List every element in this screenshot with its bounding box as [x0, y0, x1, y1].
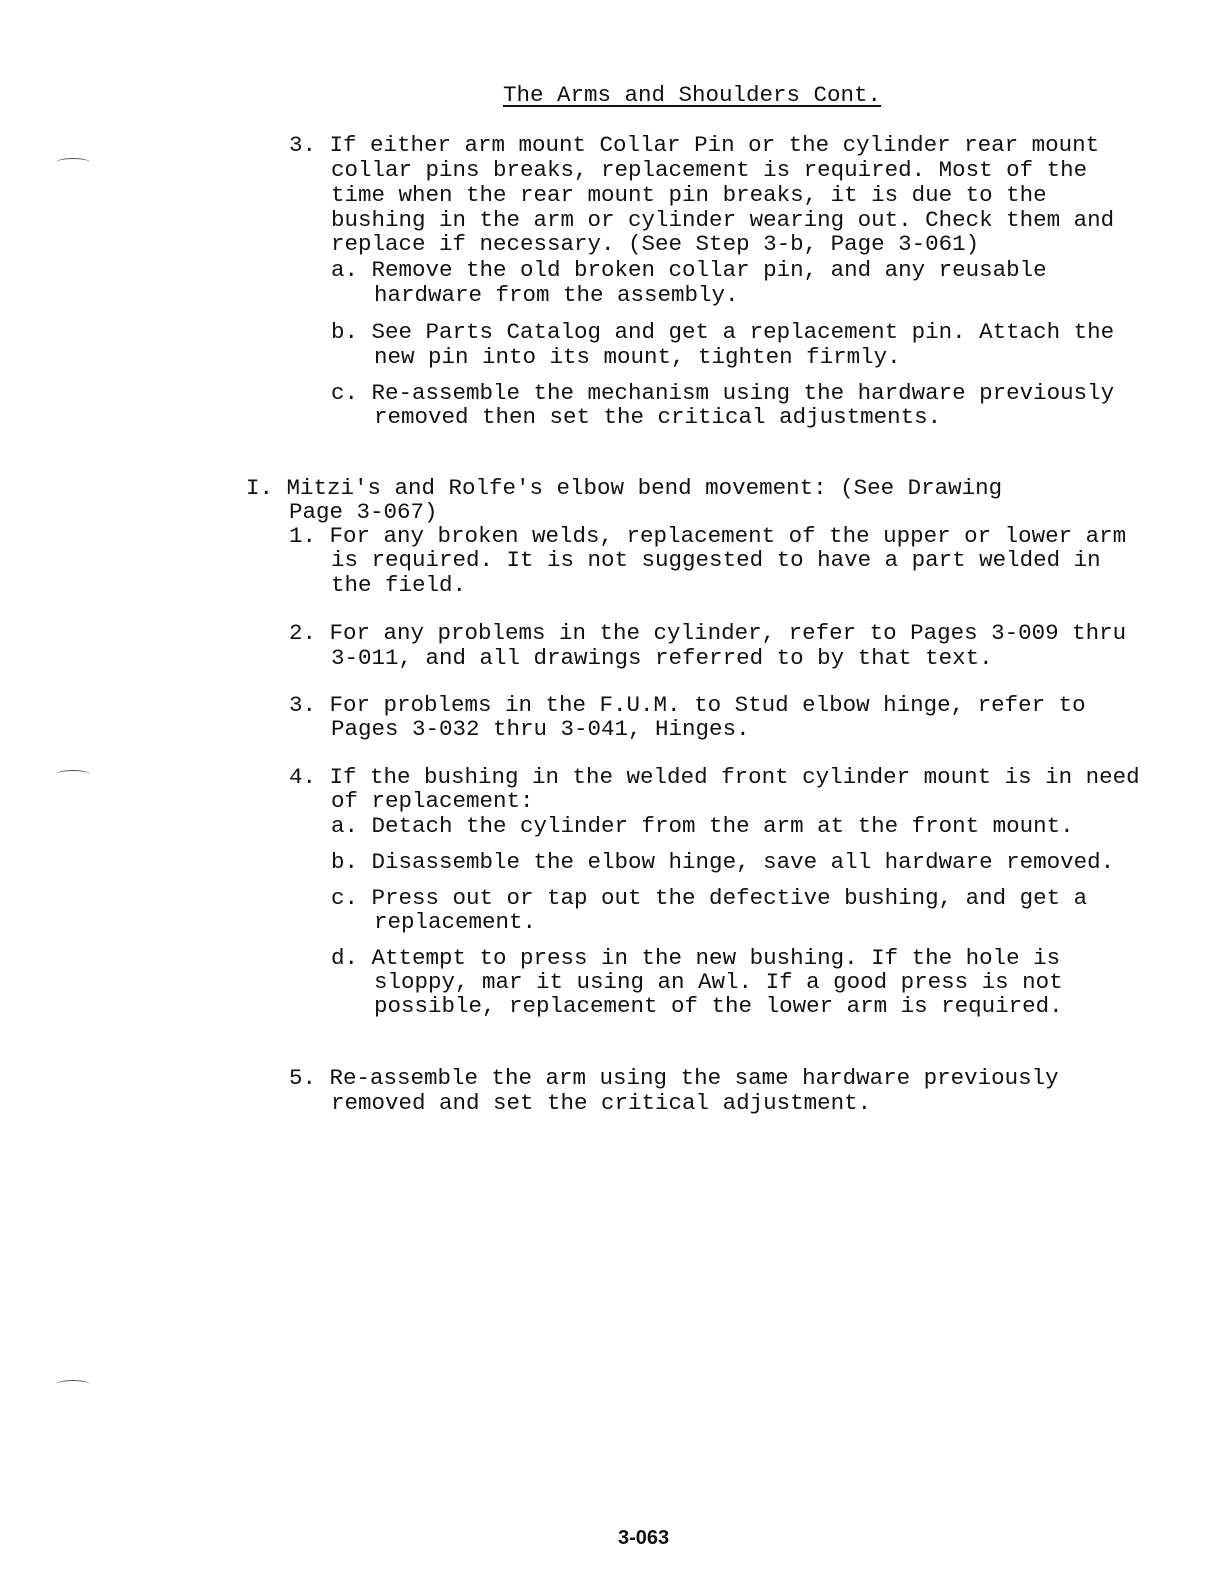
section-heading: I. Mitzi's and Rolfe's elbow bend movement: (See Drawing [246, 475, 1003, 501]
text-line: c. Re-assemble the mechanism using the hardware previously [331, 380, 1115, 406]
text-line: a. Remove the old broken collar pin, and any reusable [331, 257, 1047, 283]
text-line: replacement. [374, 909, 537, 935]
text-line: time when the rear mount pin breaks, it is due to the [331, 182, 1047, 208]
punch-mark-middle [56, 770, 90, 779]
text-line: of replacement: [331, 788, 534, 814]
text-line: 1. For any broken welds, replacement of the upper or lower arm [289, 523, 1127, 549]
page-title: The Arms and Shoulders Cont. [503, 82, 882, 108]
text-line: Page 3-067) [289, 499, 438, 525]
text-line: hardware from the assembly. [374, 282, 739, 308]
text-line: c. Press out or tap out the defective bushing, and get a [331, 885, 1088, 911]
text-line: 2. For any problems in the cylinder, refer to Pages 3-009 thru [289, 620, 1127, 646]
text-line: sloppy, mar it using an Awl. If a good press is not [374, 969, 1063, 995]
text-line: removed and set the critical adjustment. [331, 1090, 872, 1116]
text-line: d. Attempt to press in the new bushing. If the hole is [331, 945, 1061, 971]
text-line: b. Disassemble the elbow hinge, save all hardware removed. [331, 849, 1115, 875]
text-line: 3-011, and all drawings referred to by that text. [331, 645, 993, 671]
punch-mark-top [56, 158, 90, 167]
text-line: bushing in the arm or cylinder wearing out. Check them and [331, 207, 1115, 233]
text-line: removed then set the critical adjustments. [374, 404, 942, 430]
text-line: 5. Re-assemble the arm using the same hardware previously [289, 1065, 1059, 1091]
text-line: new pin into its mount, tighten firmly. [374, 344, 901, 370]
text-line: a. Detach the cylinder from the arm at the front mount. [331, 813, 1074, 839]
text-line: 3. For problems in the F.U.M. to Stud elbow hinge, refer to [289, 692, 1086, 718]
punch-mark-bottom [56, 1380, 90, 1389]
text-line: replace if necessary. (See Step 3-b, Page 3-061) [331, 231, 980, 257]
text-line: collar pins breaks, replacement is required. Most of the [331, 157, 1088, 183]
text-line: is required. It is not suggested to have a part welded in [331, 547, 1101, 573]
text-line: 4. If the bushing in the welded front cylinder mount is in need [289, 764, 1140, 790]
text-line: Pages 3-032 thru 3-041, Hinges. [331, 716, 750, 742]
text-line: b. See Parts Catalog and get a replacement pin. Attach the [331, 319, 1115, 345]
text-line: 3. If either arm mount Collar Pin or the cylinder rear mount [289, 132, 1100, 158]
text-line: possible, replacement of the lower arm is required. [374, 993, 1063, 1019]
page-number: 3-063 [618, 1527, 670, 1549]
text-line: the field. [331, 572, 467, 598]
